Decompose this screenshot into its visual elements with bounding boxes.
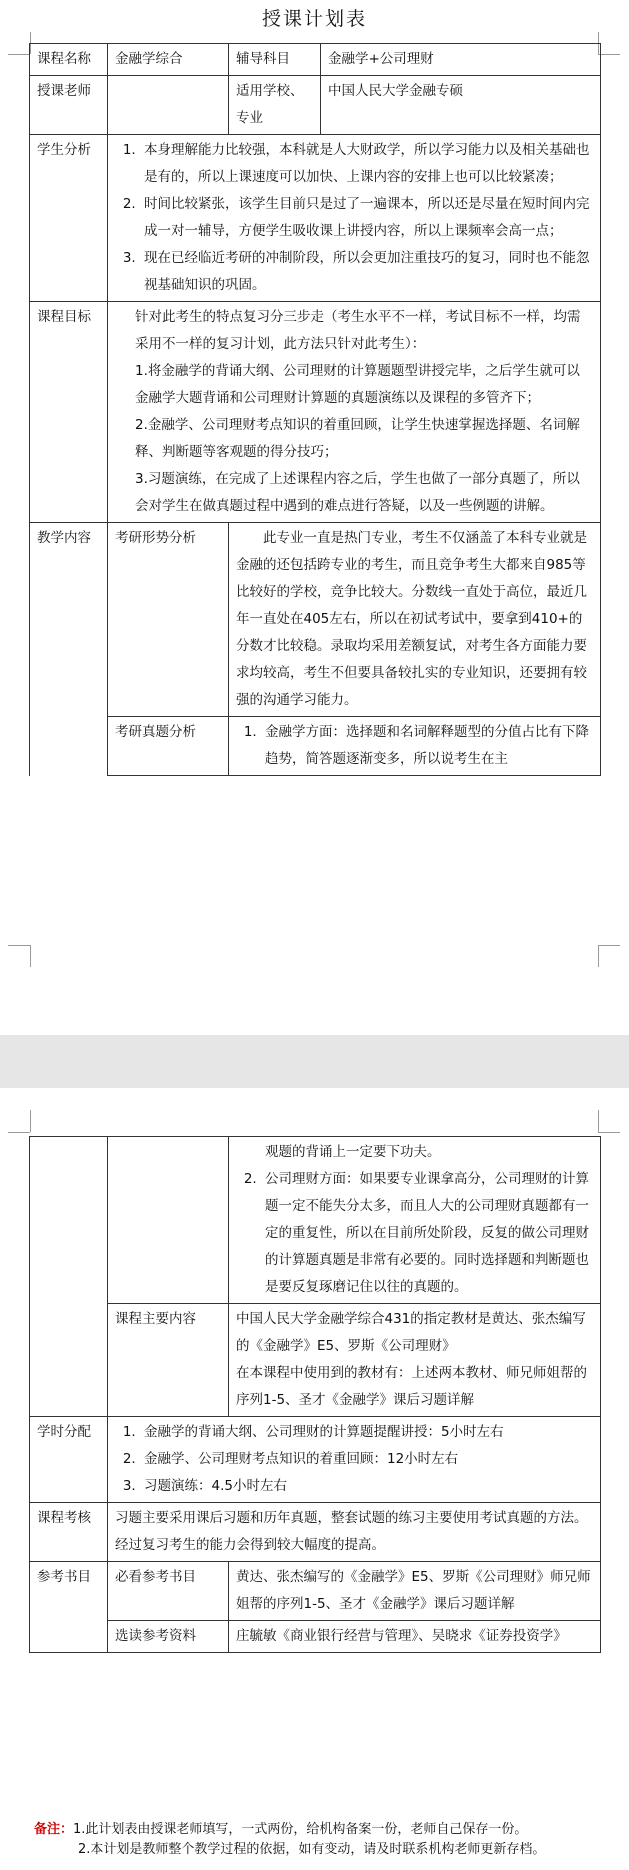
- note-prefix: 备注：: [34, 1822, 74, 1837]
- table-row: [30, 523, 601, 717]
- list-item: 1. 金融学方面：选择题和名词解释题型的分值占比有下降趋势，简答题逐渐变多，所以说考生在主: [261, 719, 593, 773]
- list-item: 1. 本身理解能力比较强，本科就是人大财政学，所以学习能力以及相关基础也是有的，所以上课速度可以加快、上课内容的安排上也可以比较紧凑；: [140, 137, 593, 191]
- trend-label: 考研形势分析: [108, 523, 229, 717]
- plan-table: [29, 43, 601, 776]
- trend-text: [229, 523, 601, 717]
- document-page-2: [0, 1088, 629, 1870]
- course-label: 课程名称: [30, 44, 108, 76]
- teacher-label: 授课老师: [30, 76, 108, 135]
- note-text: 1.此计划表由授课老师填写，一式两份，给机构备案一份，老师自己保存一份。: [73, 1822, 528, 1837]
- main-content-label: 课程主要内容: [108, 1304, 229, 1417]
- course-value: 金融学综合: [108, 44, 229, 76]
- table-row: [30, 717, 601, 776]
- assessment-label: 课程考核: [30, 1503, 108, 1562]
- table-row: [30, 1562, 601, 1621]
- list-item: 3. 现在已经临近考研的冲制阶段，所以会更加注重技巧的复习，同时也不能忽视基础知识的巩固。: [140, 245, 593, 299]
- goals-content: [108, 302, 601, 523]
- goals-step: 2.金融学、公司理财考点知识的着重回顾，让学生快速掌握选择题、名词解释、判断题等客观题的得分技巧；: [135, 417, 580, 460]
- crop-mark: [8, 54, 30, 55]
- required-refs-label: 必看参考书目: [108, 1562, 229, 1621]
- table-row: [30, 44, 601, 76]
- hours-list: [115, 1419, 593, 1500]
- crop-mark: [8, 32, 31, 54]
- goals-label: 课程目标: [30, 302, 108, 523]
- school-label: 适用学校、专业: [229, 76, 321, 135]
- main-content-text: [229, 1304, 601, 1417]
- references-label: 参考书目: [30, 1562, 108, 1653]
- exam-label-continued: [108, 1137, 229, 1304]
- crop-mark: [598, 54, 620, 55]
- table-row: [30, 1621, 601, 1653]
- table-row: [30, 302, 601, 523]
- crop-mark: [8, 945, 30, 946]
- table-row: [30, 1503, 601, 1562]
- required-refs-text: 黄达、张杰编写的《金融学》E5、罗斯《公司理财》师兄师姐帮的序列1-5、圣才《金融学》课后习题详解: [229, 1562, 601, 1621]
- exam-paragraph: 观题的背诵上一定要下功夫。: [265, 1144, 441, 1160]
- exam-label: 考研真题分析: [108, 717, 229, 776]
- crop-mark: [8, 945, 31, 967]
- crop-mark: [598, 32, 621, 54]
- note-line-2: [78, 1840, 545, 1860]
- goals-step: 1.将金融学的背诵大纲、公司理财的计算题题型讲授完毕，之后学生就可以金融学大题背诵和公司理财计算题的真题演练以及课程的多管齐下；: [135, 363, 580, 406]
- goals-step: 3.习题演练，在完成了上述课程内容之后，学生也做了一部分真题了，所以会对学生在做真题过程中遇到的难点进行答疑，以及一些例题的讲解。: [135, 471, 580, 514]
- exam-list: [236, 719, 593, 773]
- content-label-continued: [30, 1137, 108, 1417]
- analysis-content: [108, 135, 601, 302]
- list-item: 2. 时间比较紧张，该学生目前只是过了一遍课本，所以还是尽量在短时间内完成一对一辅导，方便学生吸收课上讲授内容，所以上课频率会高一点；: [140, 191, 593, 245]
- list-item: 1. 金融学的背诵大纲、公司理财的计算题提醒讲授：5小时左右: [140, 1419, 593, 1446]
- crop-mark: [8, 1110, 31, 1132]
- content-label: 教学内容: [30, 523, 108, 776]
- table-row: [30, 1417, 601, 1503]
- exam-text-part1: [229, 717, 601, 776]
- exam-list-continued: [236, 1166, 593, 1301]
- school-value: 中国人民大学金融专硕: [321, 76, 601, 135]
- document-title: 授课计划表: [261, 8, 367, 30]
- analysis-list: [115, 137, 593, 299]
- hours-content: [108, 1417, 601, 1503]
- crop-mark: [598, 1132, 620, 1133]
- table-row: [30, 1304, 601, 1417]
- teacher-value: [108, 76, 229, 135]
- analysis-label: 学生分析: [30, 135, 108, 302]
- list-item: 2. 公司理财方面：如果要专业课拿高分，公司理财的计算题一定不能失分太多，而且人大的公司理财真题都有一定的重复性，所以在目前所处阶段，反复的做公司理财的计算题真题是非常有必要的。同时选择题和判断题也是要反复琢磨记住以往的真题的。: [261, 1166, 593, 1301]
- list-item: 3. 习题演练：4.5小时左右: [140, 1473, 593, 1500]
- crop-mark: [598, 945, 620, 946]
- page-gap: [0, 1035, 629, 1088]
- hours-label: 学时分配: [30, 1417, 108, 1503]
- table-row: [30, 1137, 601, 1304]
- note-line-1: [34, 1820, 527, 1840]
- list-item: 2. 金融学、公司理财考点知识的着重回顾：12小时左右: [140, 1446, 593, 1473]
- assessment-text: 习题主要采用课后习题和历年真题，整套试题的练习主要使用考试真题的方法。经过复习考生的能力会得到较大幅度的提高。: [108, 1503, 601, 1562]
- plan-table-continued: [29, 1136, 601, 1653]
- subject-value: 金融学+公司理财: [321, 44, 601, 76]
- exam-text-part2: [229, 1137, 601, 1304]
- optional-refs-text: 庄毓敏《商业银行经营与管理》、吴晓求《证券投资学》: [229, 1621, 601, 1653]
- crop-mark: [598, 945, 621, 967]
- table-row: [30, 135, 601, 302]
- optional-refs-label: 选读参考资料: [108, 1621, 229, 1653]
- table-row: [30, 76, 601, 135]
- main-paragraph: 在本课程中使用到的教材有：上述两本教材、师兄师姐帮的序列1-5、圣才《金融学》课后习题详解: [236, 1365, 587, 1408]
- crop-mark: [8, 1132, 30, 1133]
- subject-label: 辅导科目: [229, 44, 321, 76]
- crop-mark: [598, 1110, 621, 1132]
- goals-intro: 针对此考生的特点复习分三步走（考生水平不一样，考试目标不一样，均需采用不一样的复习计划，此方法只针对此考生）：: [135, 309, 581, 352]
- note-text: 2.本计划是教师整个教学过程的依据，如有变动，请及时联系机构老师更新存档。: [78, 1842, 546, 1857]
- trend-paragraph: 此专业一直是热门专业，考生不仅涵盖了本科专业就是金融的还包括跨专业的考生，而且竞争考生大都来自985等比较好的学校，竞争比较大。分数线一直处于高位，最近几年一直处在405左右，所以在初试考试中，要拿到410+的分数才比较稳。录取均采用差额复试，对考生各方面能力要求均较高，考生不但要具备较扎实的专业知识，还要拥有较强的沟通学习能力。: [236, 530, 587, 708]
- main-paragraph: 中国人民大学金融学综合431的指定教材是黄达、张杰编写的《金融学》E5、罗斯《公司理财》: [236, 1311, 586, 1354]
